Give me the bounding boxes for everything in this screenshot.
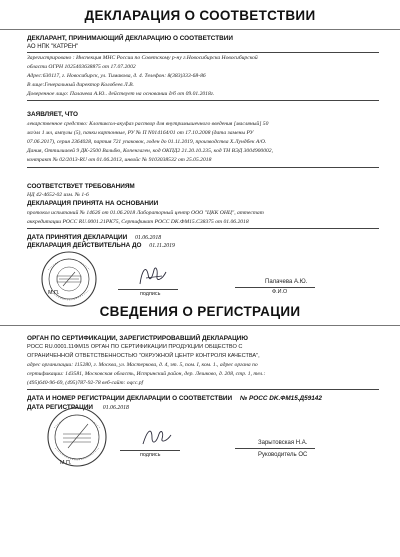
mp-label: М.П. (48, 290, 60, 296)
accept-date-row (27, 234, 161, 241)
requirements-text: НД 42-4652-02 изм. № 1-6 (27, 192, 89, 198)
name-rule (235, 448, 315, 449)
fio-caption: Ф.И.О (272, 289, 288, 295)
accept-date-label: ДАТА ПРИНЯТИЯ ДЕКЛАРАЦИИ (27, 234, 128, 241)
date-reg-label: ДАТА И НОМЕР РЕГИСТРАЦИИ ДЕКЛАРАЦИИ О СООТВЕТСТВИИ (27, 395, 233, 402)
registration-signer-name: Зарытовская Н.А. (258, 440, 308, 446)
sign-caption: подпись (140, 452, 161, 458)
org-line: (495)640-96-69, (495)787-92-78 веб-сайт: oqcc.pf (27, 379, 144, 386)
claims-heading: ЗАЯВЛЯЕТ, ЧТО (27, 111, 79, 118)
certification-signature (140, 424, 174, 450)
claims-line: контракт № 02/2013-RU от 01.06.2013, инвойс № 9103038532 от 25.05.2018 (27, 156, 212, 163)
claims-line: 07.06.2017), серия 2364028, партия 721 упаковок, годен до 01.11.2019, производства Х.Лундбек А/О. (27, 138, 267, 145)
rule (27, 167, 379, 168)
declarant-details (27, 54, 379, 99)
org-heading: ОРГАН ПО СЕРТИФИКАЦИИ, ЗАРЕГИСТРИРОВАВШИЙ ДЕКЛАРАЦИЮ (27, 335, 248, 342)
sign-caption: подпись (140, 291, 161, 297)
declarant-signature (136, 262, 172, 290)
declaration-title: ДЕКЛАРАЦИЯ О СООТВЕТСТВИИ (84, 8, 316, 23)
requirements-heading: СООТВЕТСТВУЕТ ТРЕБОВАНИЯМ (27, 183, 135, 190)
valid-date-value: 01.11.2019 (149, 243, 175, 249)
mp-label: М.П. (60, 460, 72, 466)
basis-text (27, 209, 379, 227)
declarant-line: Зарегистрировано : Инспекция МНС России по Советскому р-ну г.Новосибирска Новосибирской (27, 55, 258, 61)
declarant-heading: ДЕКЛАРАНТ, ПРИНИМАЮЩИЙ ДЕКЛАРАЦИЮ О СООТВЕТСТВИИ (27, 35, 233, 42)
date-label: ДАТА РЕГИСТРАЦИИ (27, 404, 94, 411)
certification-body-stamp (46, 406, 108, 468)
claims-line: мг/мл 1 мл, ампулы (5), пачки картонные, РУ № П N014164/01 от 17.10.2008 (дата замены РУ (27, 129, 254, 136)
date-reg-value: № РОСС DK.ФМ15.Д59142 (239, 395, 322, 402)
declarant-line: Доверенное лицо: Палачева А.Ю.. действует на основании д/б от 09.01.2018г. (27, 90, 215, 97)
date-value: 01.06.2018 (102, 405, 129, 411)
declarant-line: В лице:Генеральный директор Колобеев Л.В. (27, 81, 134, 88)
declarant-line: Адрес:630117, г. Новосибирск, ул. Тимакова, д. 4. Телефон: 8(383)333-68-86 (27, 72, 206, 79)
rule (27, 389, 379, 390)
org-address (27, 361, 379, 388)
claims-text (27, 120, 379, 165)
org-line: ОГРАНИЧЕННОЙ ОТВЕТСТВЕННОСТЬЮ "ОКРУЖНОЙ ЦЕНТР КОНТРОЛЯ КАЧЕСТВА", (27, 352, 260, 359)
declarant-line: области ОГРН 1025403638875 от 17.07.2002 (27, 63, 136, 70)
registration-signer-role: Руководитель ОС (258, 452, 308, 458)
valid-date-row (27, 242, 175, 249)
title-divider (0, 29, 400, 30)
basis-line: протокол испытаний № 14626 от 01.06.2018 Лабораторный центр ООО "ЦКК ОНЦ", аттестат (27, 210, 264, 216)
rule (27, 228, 379, 229)
title-divider (0, 325, 400, 326)
claims-line: лекарственное средство: Клотиксол-акуфаз раствор для внутримышечного введения [масляный] 50 (27, 121, 269, 127)
basis-line: аккредитации РОСС RU.0001.21PK75, Сертификат РОСС DK.ФМ15.С38375 от 01.06.2018 (27, 218, 249, 225)
basis-heading: ДЕКЛАРАЦИЯ ПРИНЯТА НА ОСНОВАНИИ (27, 200, 159, 207)
declarant-name: АО НПК "КАТРЕН" (27, 44, 79, 50)
date-reg-row (27, 395, 322, 402)
rule (27, 52, 379, 53)
company-round-stamp (40, 250, 98, 308)
org-line: РОСС RU.0001.11ФМ15 ОРГАН ПО СЕРТИФИКАЦИИ ПРОДУКЦИИ ОБЩЕСТВО С (27, 344, 243, 350)
org-text (27, 343, 379, 361)
registration-title: СВЕДЕНИЯ О РЕГИСТРАЦИИ (99, 304, 301, 319)
signature-rule (118, 289, 178, 290)
claims-line: Дания, Оттилиавей 9 ДК-2500 Вальбю, Копенгаген, код ОКПД2 21.20.10.235, код ТН ВЭД 3004900002, (27, 147, 273, 154)
org-line: адрес организации: 115280, г. Москва, ул. Мастеркова, д. 4, эт. 5, пом. I, ком. 1., адрес органа по (27, 362, 258, 368)
accept-date-value: 01.06.2018 (135, 235, 162, 241)
declarant-signer-name: Палачева А.Ю. (265, 279, 308, 285)
org-line: сертификации: 143581, Московская область, Истринский район, дер. Лешково, д. 208, стр. 1, тел.: (27, 370, 266, 377)
fio-rule (235, 287, 315, 288)
rule (27, 100, 379, 101)
signature-rule (120, 450, 180, 451)
valid-label: ДЕКЛАРАЦИЯ ДЕЙСТВИТЕЛЬНА ДО (27, 242, 142, 249)
